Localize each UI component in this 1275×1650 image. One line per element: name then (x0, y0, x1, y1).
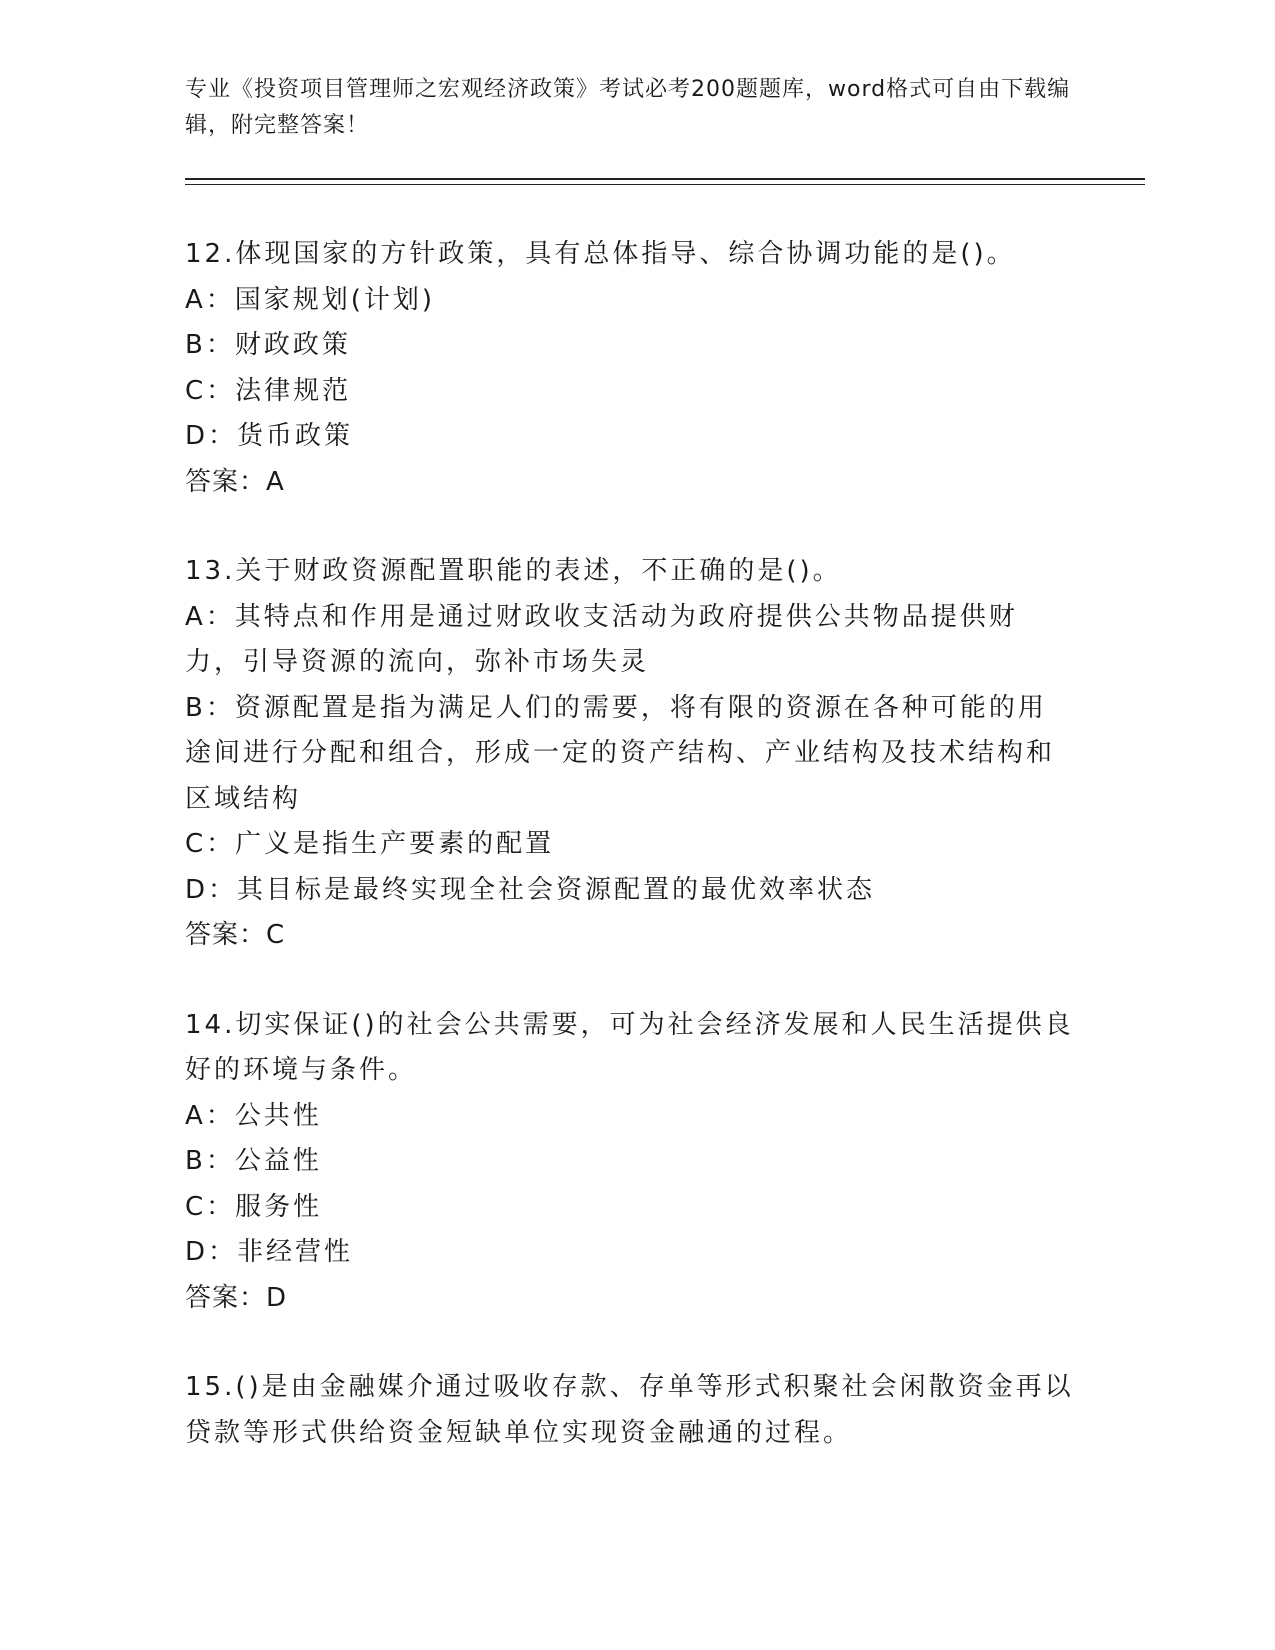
answer-value: D (266, 1282, 288, 1313)
answer-label: 答案： (185, 1282, 267, 1313)
question-list (185, 232, 1075, 1500)
option-d: D：货币政策 (185, 421, 354, 451)
question-12 (185, 232, 1075, 505)
answer-value: A (266, 466, 285, 497)
question-14 (185, 1003, 1075, 1322)
option-c: C：法律规范 (185, 375, 352, 406)
option-c: C：广义是指生产要素的配置 (185, 829, 555, 859)
option-b: B：财政政策 (185, 330, 351, 360)
option-a: A：国家规划(计划) (185, 284, 436, 315)
answer-value: C (266, 920, 286, 950)
question-15 (185, 1365, 1075, 1456)
question-13 (185, 549, 1075, 959)
option-a: A：公共性 (185, 1100, 322, 1131)
option-a: A：其特点和作用是通过财政收支活动为政府提供公共物品提供财力，引导资源的流向，弥补市场失灵 (185, 601, 1018, 677)
option-d: D：其目标是最终实现全社会资源配置的最优效率状态 (185, 874, 876, 905)
document-header (185, 72, 1085, 144)
answer-label: 答案： (185, 920, 267, 950)
question-stem: 14.切实保证()的社会公共需要，可为社会经济发展和人民生活提供良好的环境与条件。 (185, 1009, 1074, 1085)
option-d: D：非经营性 (185, 1237, 354, 1267)
header-text: 专业《投资项目管理师之宏观经济政策》考试必考200题题库，word格式可自由下载编辑，附完整答案！ (185, 77, 1071, 138)
answer-label: 答案： (185, 466, 267, 497)
question-stem: 12.体现国家的方针政策，具有总体指导、综合协调功能的是()。 (185, 239, 1016, 269)
header-divider (185, 178, 1145, 180)
header-divider-thin (185, 184, 1145, 185)
question-stem: 13.关于财政资源配置职能的表述，不正确的是()。 (185, 556, 842, 586)
question-stem: 15.()是由金融媒介通过吸收存款、存单等形式积聚社会闲散资金再以贷款等形式供给资金短缺单位实现资金融通的过程。 (185, 1372, 1074, 1448)
option-c: C：服务性 (185, 1191, 323, 1222)
answer-line (185, 1276, 1075, 1322)
answer-line (185, 460, 1075, 506)
option-b: B：公益性 (185, 1146, 322, 1176)
option-b: B：资源配置是指为满足人们的需要，将有限的资源在各种可能的用途间进行分配和组合，形成一定的资产结构、产业结构及技术结构和区域结构 (185, 692, 1056, 814)
answer-line (185, 913, 1075, 959)
